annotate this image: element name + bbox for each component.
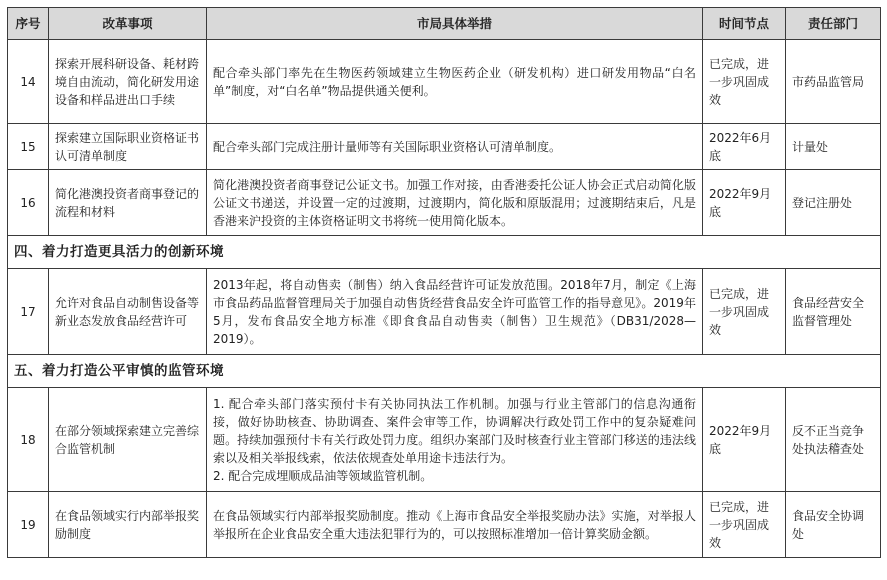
row-item: 允许对食品自动制售设备等新业态发放食品经营许可 bbox=[49, 269, 207, 355]
table-row bbox=[8, 269, 881, 355]
row-num: 19 bbox=[8, 492, 49, 558]
section-title: 五、着力打造公平审慎的监管环境 bbox=[8, 355, 881, 388]
table-row bbox=[8, 170, 881, 236]
header-row bbox=[8, 8, 881, 40]
header-time: 时间节点 bbox=[703, 8, 786, 40]
row-measure: 配合牵头部门完成注册计量师等有关国际职业资格认可清单制度。 bbox=[207, 124, 703, 170]
row-time: 2022年9月底 bbox=[703, 388, 786, 492]
row-time: 2022年6月底 bbox=[703, 124, 786, 170]
header-item: 改革事项 bbox=[49, 8, 207, 40]
section-row bbox=[8, 236, 881, 269]
row-time: 2022年9月底 bbox=[703, 170, 786, 236]
section-row bbox=[8, 355, 881, 388]
measure-point-1: 1. 配合牵头部门落实预付卡有关协同执法工作机制。加强与行业主管部门的信息沟通衔接，做好协助核查、协助调查、案件会审等工作，协调解决行政处罚工作中的复杂疑难问题。持续加强预付卡有关行政处罚力度。组织办案部门及时核查行业主管部门移送的违法线索以及相关举报线索，依法依规查处单用途卡违法行为。 bbox=[213, 396, 696, 465]
header-num: 序号 bbox=[8, 8, 49, 40]
measure-point-2: 2. 配合完成埋顺成品油等领域监管机制。 bbox=[213, 468, 433, 483]
reform-table bbox=[7, 7, 881, 558]
row-dept: 食品安全协调处 bbox=[786, 492, 881, 558]
row-measure: 在食品领域实行内部举报奖励制度。推动《上海市食品安全举报奖励办法》实施，对举报人举报所在企业食品安全重大违法犯罪行为的，可以按照标准增加一倍计算奖励金额。 bbox=[207, 492, 703, 558]
row-dept: 反不正当竞争处执法稽查处 bbox=[786, 388, 881, 492]
row-num: 18 bbox=[8, 388, 49, 492]
table-row bbox=[8, 40, 881, 124]
table-row bbox=[8, 492, 881, 558]
row-num: 16 bbox=[8, 170, 49, 236]
row-dept: 市药品监管局 bbox=[786, 40, 881, 124]
row-num: 17 bbox=[8, 269, 49, 355]
row-item: 探索开展科研设备、耗材跨境自由流动，简化研发用途设备和样品进出口手续 bbox=[49, 40, 207, 124]
table-row bbox=[8, 388, 881, 492]
row-item: 在部分领域探索建立完善综合监管机制 bbox=[49, 388, 207, 492]
row-measure bbox=[207, 388, 703, 492]
row-time: 已完成，进一步巩固成效 bbox=[703, 40, 786, 124]
row-dept: 登记注册处 bbox=[786, 170, 881, 236]
row-item: 探索建立国际职业资格证书认可清单制度 bbox=[49, 124, 207, 170]
row-dept: 计量处 bbox=[786, 124, 881, 170]
row-item: 简化港澳投资者商事登记的流程和材料 bbox=[49, 170, 207, 236]
row-measure: 简化港澳投资者商事登记公证文书。加强工作对接，由香港委托公证人协会正式启动简化版公证文书递送，并设置一定的过渡期，过渡期内，简化版和原版混用；过渡期结束后，凡是香港来沪投资的主体资格证明文书将统一使用简化版本。 bbox=[207, 170, 703, 236]
row-measure: 2013年起，将自动售卖（制售）纳入食品经营许可证发放范围。2018年7月，制定《上海市食品药品监督管理局关于加强自动售货经营食品安全许可监管工作的指导意见》。2019年5月，发布食品安全地方标准《即食食品自动售卖（制售）卫生规范》（DB31/2028—2019）。 bbox=[207, 269, 703, 355]
header-measure: 市局具体举措 bbox=[207, 8, 703, 40]
row-time: 已完成，进一步巩固成效 bbox=[703, 269, 786, 355]
header-dept: 责任部门 bbox=[786, 8, 881, 40]
row-time: 已完成，进一步巩固成效 bbox=[703, 492, 786, 558]
row-dept: 食品经营安全监督管理处 bbox=[786, 269, 881, 355]
table-row bbox=[8, 124, 881, 170]
row-num: 14 bbox=[8, 40, 49, 124]
section-title: 四、着力打造更具活力的创新环境 bbox=[8, 236, 881, 269]
row-item: 在食品领域实行内部举报奖励制度 bbox=[49, 492, 207, 558]
row-measure: 配合牵头部门率先在生物医药领域建立生物医药企业（研发机构）进口研发用物品“白名单”制度，对“白名单”物品提供通关便利。 bbox=[207, 40, 703, 124]
row-num: 15 bbox=[8, 124, 49, 170]
